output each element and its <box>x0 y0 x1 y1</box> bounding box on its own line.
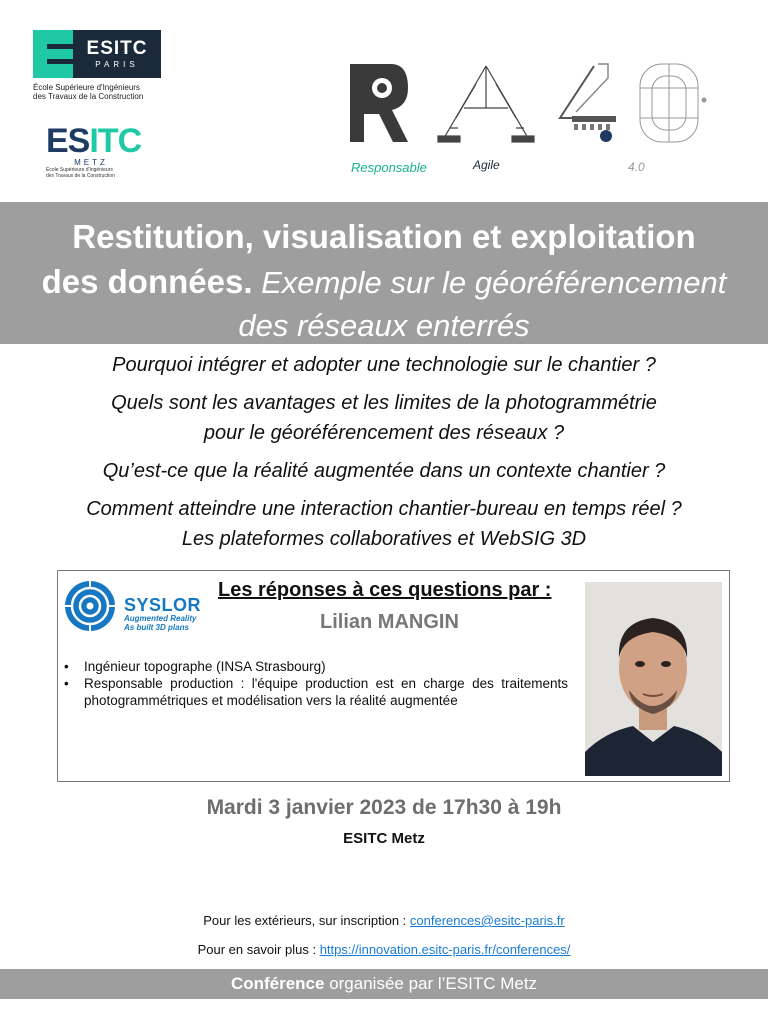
event-place: ESITC Metz <box>343 830 425 847</box>
title-line2 <box>0 260 768 305</box>
ra40-r-letter <box>350 64 408 142</box>
title-line1: Restitution, visualisation et exploitation <box>72 218 696 255</box>
caption-agile: Agile <box>473 158 500 172</box>
question-3: Qu’est-ce que la réalité augmentée dans un contexte chantier ? <box>102 460 666 482</box>
answers-title-colon: : <box>539 579 552 601</box>
syslor-tagline1: Augmented Reality <box>124 614 197 623</box>
footer-bold: Conférence <box>230 974 325 993</box>
esitc-metz-subtitle-line1: École Supérieure d'Ingénieurs <box>46 167 113 173</box>
caption-4-0: 4.0 <box>628 160 645 174</box>
esitc-metz-logo <box>46 122 142 179</box>
esitc-paris-subtitle-line2: des Travaux de la Construction <box>33 92 144 101</box>
esitc-paris-city: PARIS <box>95 59 139 69</box>
title-line3: des réseaux enterrés <box>238 308 530 343</box>
more-info-text: Pour en savoir plus : <box>197 942 320 957</box>
answers-title-text: Les réponses à ces questions par <box>218 579 540 601</box>
ra40-logo <box>346 58 721 148</box>
syslor-logo <box>62 579 210 634</box>
esitc-metz-subtitle <box>46 167 136 179</box>
speaker-photo <box>585 582 722 776</box>
footer-rest: organisée par l’ESITC Metz <box>324 974 538 993</box>
speaker-box <box>57 570 730 782</box>
caption-responsable: Responsable <box>351 160 427 175</box>
question-4: Comment atteindre une interaction chantier-bureau en temps réel ? <box>86 498 682 520</box>
title-line2-bold: des données. <box>41 263 253 300</box>
esitc-paris-mark <box>33 30 161 78</box>
bullet-item: • Ingénieur topographe (INSA Strasbourg) <box>64 658 568 675</box>
esitc-metz-subtitle-line2: des Travaux de la Construction <box>46 173 115 179</box>
esitc-paris-subtitle-line1: École Supérieure d'Ingénieurs <box>33 83 140 92</box>
esitc-metz-word-part1: ES <box>46 122 90 160</box>
event-date: Mardi 3 janvier 2023 de 17h30 à 19h <box>206 796 562 819</box>
esitc-paris-logo <box>33 30 161 101</box>
esitc-paris-wordmark <box>73 30 161 78</box>
question-1: Pourquoi intégrer et adopter une technologie sur le chantier ? <box>112 354 656 376</box>
title-band <box>0 202 768 344</box>
syslor-target-icon <box>62 579 120 634</box>
speaker-name: Lilian MANGIN <box>320 611 459 633</box>
ra40-4-digit <box>560 64 616 142</box>
question-2-line2: pour le géoréférencement des réseaux ? <box>203 422 565 444</box>
syslor-tagline <box>124 614 196 632</box>
esitc-paris-name: ESITC <box>86 37 148 59</box>
syslor-tagline2: As built 3D plans <box>124 623 189 632</box>
esitc-paris-subtitle <box>33 83 161 101</box>
more-info-line <box>0 942 768 957</box>
speaker-bullets <box>64 658 568 709</box>
question-5: Les plateformes collaboratives et WebSIG 3D <box>181 528 587 550</box>
ra40-0-digit <box>640 64 706 142</box>
esitc-metz-word-part2: ITC <box>89 122 142 160</box>
syslor-brand: SYSLOR <box>124 595 202 615</box>
bullet-item: • Responsable production : l'équipe production est en charge des traitements photogrammétriques et modélisation vers la réalité augmentée <box>64 675 568 709</box>
registration-line <box>0 913 768 928</box>
registration-email-link[interactable]: conferences@esitc-paris.fr <box>409 913 565 928</box>
ra40-a-crane <box>438 66 534 142</box>
question-2-line1: Quels sont les avantages et les limites de la photogrammétrie <box>111 392 657 414</box>
more-info-url-link[interactable]: https://innovation.esitc-paris.fr/conferences/ <box>319 942 571 957</box>
questions-block <box>0 350 768 554</box>
footer-band <box>0 969 768 999</box>
answers-title <box>218 579 551 602</box>
esitc-metz-city: METZ <box>74 158 108 167</box>
esitc-metz-wordmark <box>46 122 142 160</box>
speaker-portrait-image <box>585 582 722 776</box>
registration-text: Pour les extérieurs, sur inscription : <box>203 913 410 928</box>
title-line2-italic: Exemple sur le géoréférencement <box>261 265 727 300</box>
esitc-e-icon <box>33 30 73 78</box>
